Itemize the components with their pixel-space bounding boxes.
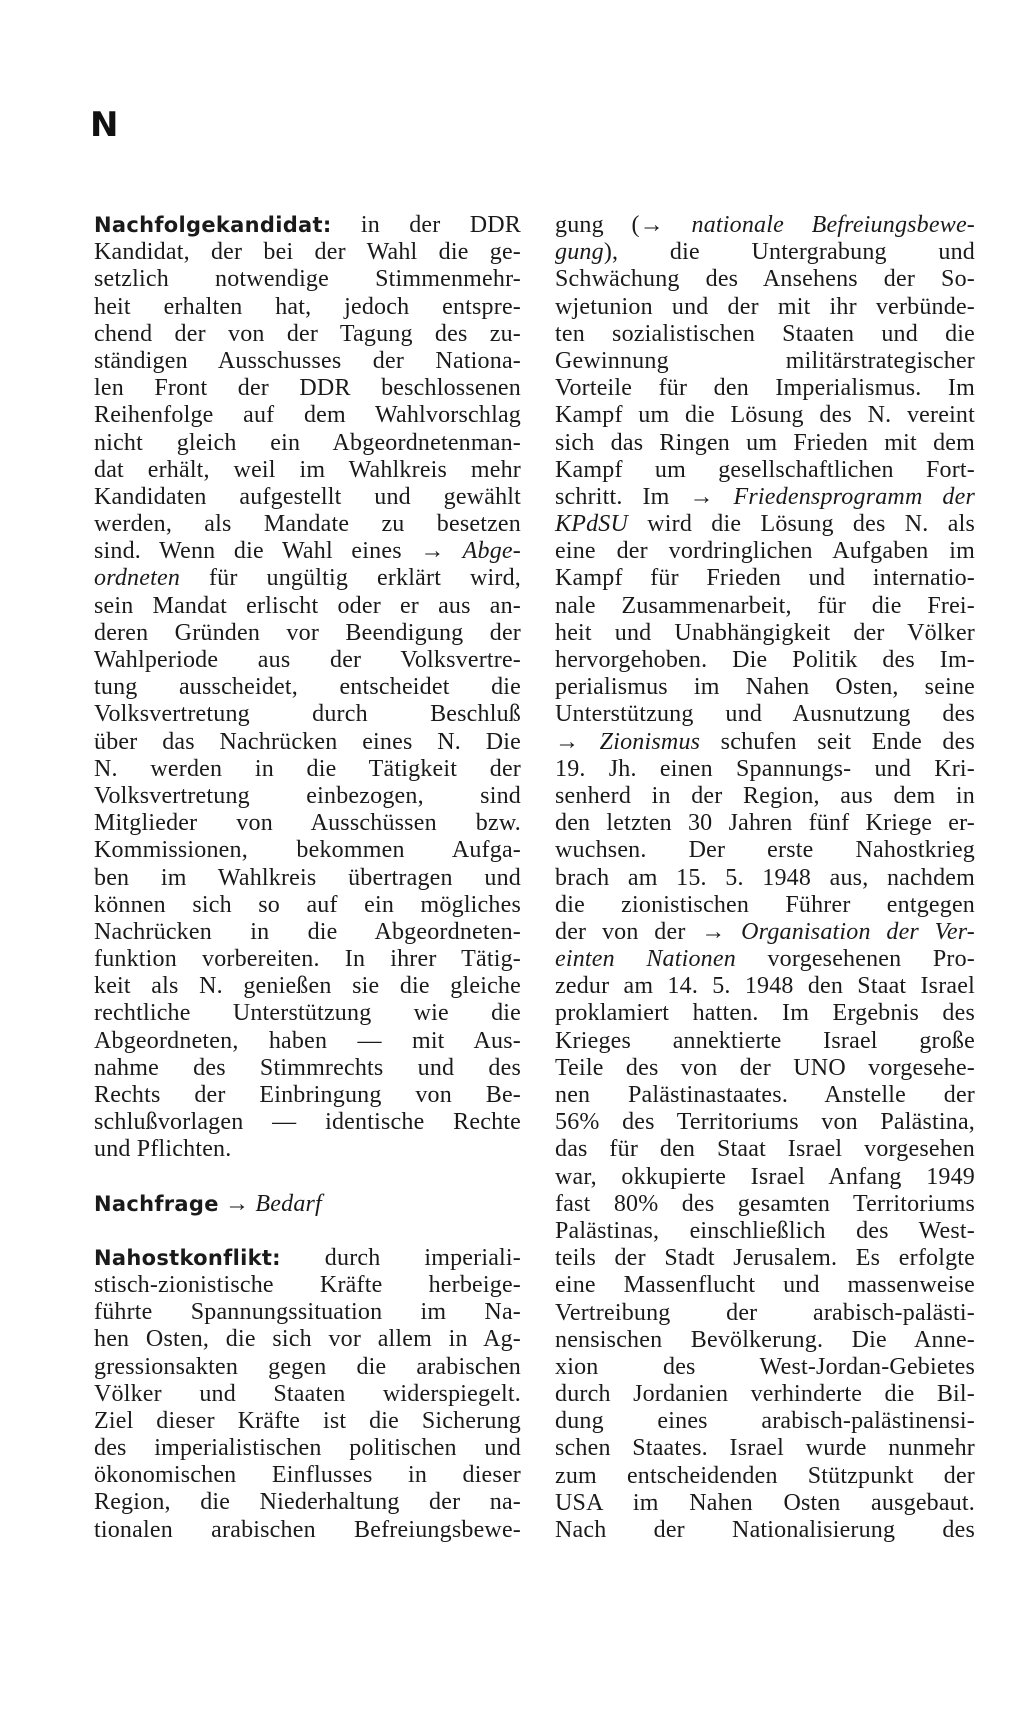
text-span: xion des West-Jordan-Gebietes	[555, 1353, 975, 1380]
text-span: nensischen Bevölkerung. Die Anne-	[555, 1326, 975, 1353]
text-span: führte Spannungssituation im Na-	[94, 1299, 521, 1326]
text-line	[555, 919, 975, 946]
text-span: Nachrücken in die Abgeordneten-	[94, 918, 521, 945]
text-span: Schwächung des Ansehens der So-	[555, 266, 975, 293]
text-span: Kandidat, der bei der Wahl die ge-	[94, 239, 521, 266]
text-span: dat erhält, weil im Wahlkreis mehr	[94, 456, 521, 483]
text-line	[555, 1245, 975, 1272]
text-span: schlußvorlagen — identische Rechte	[94, 1109, 521, 1136]
text-line	[94, 565, 521, 592]
cross-reference: ordneten	[94, 565, 181, 592]
cross-reference: Bedarf	[255, 1190, 322, 1217]
text-span: dung eines arabisch-palästinensi-	[555, 1408, 975, 1435]
text-line	[555, 756, 975, 783]
cross-reference: gung	[555, 239, 604, 266]
text-line	[555, 239, 975, 266]
text-line	[94, 1082, 521, 1109]
text-line	[555, 1055, 975, 1082]
text-span: Region, die Niederhaltung der na-	[94, 1489, 521, 1516]
text-span: Vorteile für den Imperialismus. Im	[555, 375, 975, 402]
text-span: Kampf um die Lösung des N. vereint	[555, 402, 975, 429]
text-span: heit erhalten hat, jedoch entspre-	[94, 293, 521, 320]
text-line	[555, 1354, 975, 1381]
text-line	[555, 892, 975, 919]
text-span: hervorgehoben. Die Politik des Im-	[555, 647, 975, 673]
text-span: Teile des von der UNO vorgesehe-	[555, 1054, 975, 1081]
text-span: Palästinas, einschließlich des West-	[555, 1217, 975, 1244]
text-span: zum entscheidenden Stützpunkt der	[555, 1462, 975, 1489]
cross-reference: → Organisation der Ver-	[701, 918, 975, 945]
text-span: Ziel dieser Kräfte ist die Sicherung	[94, 1407, 521, 1434]
text-span: Kampf für Frieden und internatio-	[555, 565, 975, 592]
text-span: gressionsakten gegen die arabischen	[94, 1353, 521, 1380]
text-span: N. werden in die Tätigkeit der	[94, 755, 521, 782]
text-line	[555, 1463, 975, 1490]
text-span: Nach der Nationalisierung des	[555, 1517, 975, 1543]
text-line	[555, 729, 975, 756]
text-line	[555, 1300, 975, 1327]
text-span: nicht gleich ein Abgeordnetenman-	[94, 429, 521, 456]
text-line	[94, 1408, 521, 1435]
text-line	[94, 1299, 521, 1326]
text-line	[555, 511, 975, 538]
text-line	[555, 647, 975, 674]
text-span: des imperialistischen politischen und	[94, 1435, 521, 1462]
text-span: Unterstützung und Ausnutzung des	[555, 701, 975, 728]
right-text-column	[555, 212, 975, 1544]
text-line	[94, 402, 521, 429]
text-span: war, okkupierte Israel Anfang 1949	[555, 1163, 975, 1190]
text-span: der von der	[555, 918, 702, 945]
text-span: eine der vordringlichen Aufgaben im	[555, 538, 975, 565]
text-line	[94, 538, 521, 565]
text-span: USA im Nahen Osten ausgebaut.	[555, 1489, 975, 1516]
text-span: deren Gründen vor Beendigung der	[94, 619, 521, 646]
text-line	[94, 647, 521, 674]
text-span: wird die Lösung des N. als	[628, 511, 975, 538]
text-span: ökonomischen Einflusses in dieser	[94, 1462, 521, 1489]
text-line	[94, 973, 521, 1000]
text-span: schufen seit Ende des	[700, 728, 975, 755]
text-line	[555, 701, 975, 728]
text-span: tung ausscheidet, entscheidet die	[94, 674, 521, 701]
text-line	[94, 756, 521, 783]
text-line	[555, 212, 975, 239]
text-span: senherd in der Region, aus dem in	[555, 782, 975, 809]
text-line	[94, 1000, 521, 1027]
text-line	[94, 375, 521, 402]
text-line	[94, 1326, 521, 1353]
text-line	[555, 348, 975, 375]
text-line	[555, 402, 975, 429]
text-line	[555, 1327, 975, 1354]
entry-headword: Nahostkonflikt:	[94, 1245, 281, 1270]
text-line	[555, 538, 975, 565]
text-span: Völker und Staaten widerspiegelt.	[94, 1380, 521, 1407]
text-line	[555, 1517, 975, 1544]
text-span: →	[218, 1190, 256, 1217]
text-span: schritt. Im	[555, 483, 690, 510]
text-span: ), die Untergrabung und	[603, 239, 975, 266]
text-span: nen Palästinastaates. Anstelle der	[555, 1082, 975, 1108]
text-line	[94, 321, 521, 348]
text-line	[94, 430, 521, 457]
text-line	[94, 212, 521, 239]
text-line	[94, 1462, 521, 1489]
text-line	[555, 1191, 975, 1218]
text-line	[94, 729, 521, 756]
text-span: Mitglieder von Ausschüssen bzw.	[94, 810, 521, 837]
text-line	[555, 1435, 975, 1462]
text-span: nale Zusammenarbeit, für die Frei-	[555, 592, 975, 619]
text-line	[94, 1109, 521, 1136]
entry-headword: Nachfolgekandidat:	[94, 213, 332, 237]
text-line	[555, 1408, 975, 1435]
text-span: sein Mandat erlischt oder er aus an-	[94, 592, 521, 619]
text-line	[94, 1272, 521, 1299]
text-line	[555, 430, 975, 457]
text-line	[555, 1164, 975, 1191]
text-span: sich das Ringen um Frieden mit dem	[555, 429, 975, 456]
text-span: wuchsen. Der erste Nahostkrieg	[555, 837, 975, 864]
text-span: proklamiert hatten. Im Ergebnis des	[555, 1000, 975, 1027]
text-line	[555, 1490, 975, 1517]
text-line	[94, 1136, 521, 1163]
text-line	[555, 810, 975, 837]
text-span: hen Osten, die sich vor allem in Ag-	[94, 1326, 521, 1353]
text-line	[94, 1191, 521, 1218]
text-span: Kandidaten aufgestellt und gewählt	[94, 483, 521, 510]
cross-reference: einten Nationen	[555, 946, 736, 973]
text-line	[555, 457, 975, 484]
text-span: werden, als Mandate zu besetzen	[94, 511, 521, 538]
text-line	[555, 266, 975, 293]
paragraph-gap	[94, 1164, 521, 1191]
text-line	[555, 294, 975, 321]
text-line	[555, 565, 975, 592]
text-span: Kampf um gesellschaftlichen Fort-	[555, 456, 975, 483]
entry-headword: Nachfrage	[94, 1191, 219, 1216]
cross-reference: KPdSU	[555, 511, 628, 538]
text-span: Kommissionen, bekommen Aufga-	[94, 837, 521, 864]
text-line	[94, 239, 521, 266]
text-line	[555, 837, 975, 864]
text-line	[94, 892, 521, 919]
text-line	[94, 593, 521, 620]
text-span: tionalen arabischen Befreiungsbewe-	[94, 1516, 521, 1543]
text-line	[94, 701, 521, 728]
text-line	[555, 865, 975, 892]
text-span: vorgesehenen Pro-	[735, 946, 975, 973]
text-line	[555, 1109, 975, 1136]
text-span: funktion vorbereiten. In ihrer Tätig-	[94, 946, 521, 973]
text-line	[555, 1272, 975, 1299]
text-span: Volksvertretung durch Beschluß	[94, 701, 521, 728]
text-line	[555, 593, 975, 620]
cross-reference: → nationale Befreiungsbewe-	[639, 212, 975, 238]
text-span: Gewinnung militärstrategischer	[555, 347, 975, 374]
text-line	[555, 484, 975, 511]
text-span: können sich so auf ein mögliches	[94, 891, 521, 918]
text-span: Rechts der Einbringung von Be-	[94, 1082, 521, 1108]
text-line	[94, 674, 521, 701]
text-span: ten sozialistischen Staaten und die	[555, 320, 975, 347]
text-line	[94, 919, 521, 946]
text-line	[555, 1028, 975, 1055]
text-line	[555, 375, 975, 402]
text-line	[94, 294, 521, 321]
text-span: durch imperiali-	[280, 1244, 521, 1271]
text-line	[94, 837, 521, 864]
text-span: Wahlperiode aus der Volksvertre-	[94, 647, 521, 673]
text-span: ben im Wahlkreis übertragen und	[94, 864, 521, 891]
text-line	[94, 1381, 521, 1408]
text-span: Krieges annektierte Israel große	[555, 1027, 975, 1054]
cross-reference: → Friedensprogramm der	[689, 483, 975, 510]
text-span: über das Nachrücken eines N. Die	[94, 728, 521, 755]
section-letter: N	[90, 105, 119, 145]
text-line	[555, 1381, 975, 1408]
text-line	[94, 266, 521, 293]
text-line	[94, 620, 521, 647]
text-line	[94, 1517, 521, 1544]
text-span: setzlich notwendige Stimmenmehr-	[94, 266, 521, 293]
left-text-column	[94, 212, 521, 1544]
text-line	[555, 783, 975, 810]
text-line	[94, 1435, 521, 1462]
text-span: 56% des Territoriums von Palästina,	[555, 1109, 975, 1136]
text-line	[555, 1082, 975, 1109]
text-line	[94, 457, 521, 484]
text-line	[94, 865, 521, 892]
text-line	[555, 946, 975, 973]
text-span: eine Massenflucht und massenweise	[555, 1272, 975, 1299]
text-span: gung (	[555, 212, 640, 238]
cross-reference: → Abge-	[420, 538, 521, 565]
text-span: rechtliche Unterstützung wie die	[94, 1000, 521, 1027]
text-span: brach am 15. 5. 1948 aus, nachdem	[555, 864, 975, 891]
cross-reference: → Zionismus	[555, 728, 701, 755]
text-span: chend der von der Tagung des zu-	[94, 320, 521, 347]
text-span: keit als N. genießen sie die gleiche	[94, 973, 521, 1000]
text-line	[94, 1028, 521, 1055]
text-line	[555, 973, 975, 1000]
text-line	[555, 1136, 975, 1163]
text-line	[94, 1055, 521, 1082]
text-line	[94, 1489, 521, 1516]
text-span: wjetunion und der mit ihr verbünde-	[555, 293, 975, 320]
text-line	[94, 810, 521, 837]
text-span: Vertreibung der arabisch-palästi-	[555, 1299, 975, 1326]
text-span: Abgeordneten, haben — mit Aus-	[94, 1027, 521, 1054]
text-line	[94, 1245, 521, 1272]
text-span: und Pflichten.	[94, 1136, 232, 1163]
text-span: in der DDR	[331, 212, 521, 238]
text-span: Reihenfolge auf dem Wahlvorschlag	[94, 402, 521, 429]
text-span: zedur am 14. 5. 1948 den Staat Israel	[555, 973, 975, 1000]
text-span: teils der Stadt Jerusalem. Es erfolgte	[555, 1245, 975, 1272]
text-span: sind. Wenn die Wahl eines	[94, 538, 421, 565]
paragraph-gap	[94, 1218, 521, 1245]
text-line	[94, 783, 521, 810]
text-span: schen Staates. Israel wurde nunmehr	[555, 1435, 975, 1462]
text-line	[555, 1218, 975, 1245]
text-span: fast 80% des gesamten Territoriums	[555, 1190, 975, 1217]
text-span: das für den Staat Israel vorgesehen	[555, 1136, 975, 1163]
text-span: durch Jordanien verhinderte die Bil-	[555, 1381, 975, 1408]
text-span: ständigen Ausschusses der Nationa-	[94, 347, 521, 374]
text-span: heit und Unabhängigkeit der Völker	[555, 619, 975, 646]
text-line	[555, 321, 975, 348]
text-span: die zionistischen Führer entgegen	[555, 891, 975, 918]
text-line	[555, 1000, 975, 1027]
text-line	[94, 1354, 521, 1381]
text-span: den letzten 30 Jahren fünf Kriege er-	[555, 810, 975, 837]
text-line	[555, 674, 975, 701]
text-span: nahme des Stimmrechts und des	[94, 1054, 521, 1081]
text-span: stisch-zionistische Kräfte herbeige-	[94, 1271, 521, 1298]
text-span: 19. Jh. einen Spannungs- und Kri-	[555, 755, 975, 782]
text-line	[94, 946, 521, 973]
text-line	[555, 620, 975, 647]
text-span: Volksvertretung einbezogen, sind	[94, 782, 521, 809]
text-line	[94, 511, 521, 538]
text-line	[94, 484, 521, 511]
text-span: len Front der DDR beschlossenen	[94, 375, 521, 402]
text-span: perialismus im Nahen Osten, seine	[555, 674, 975, 701]
text-line	[94, 348, 521, 375]
text-span: für ungültig erklärt wird,	[180, 565, 521, 592]
